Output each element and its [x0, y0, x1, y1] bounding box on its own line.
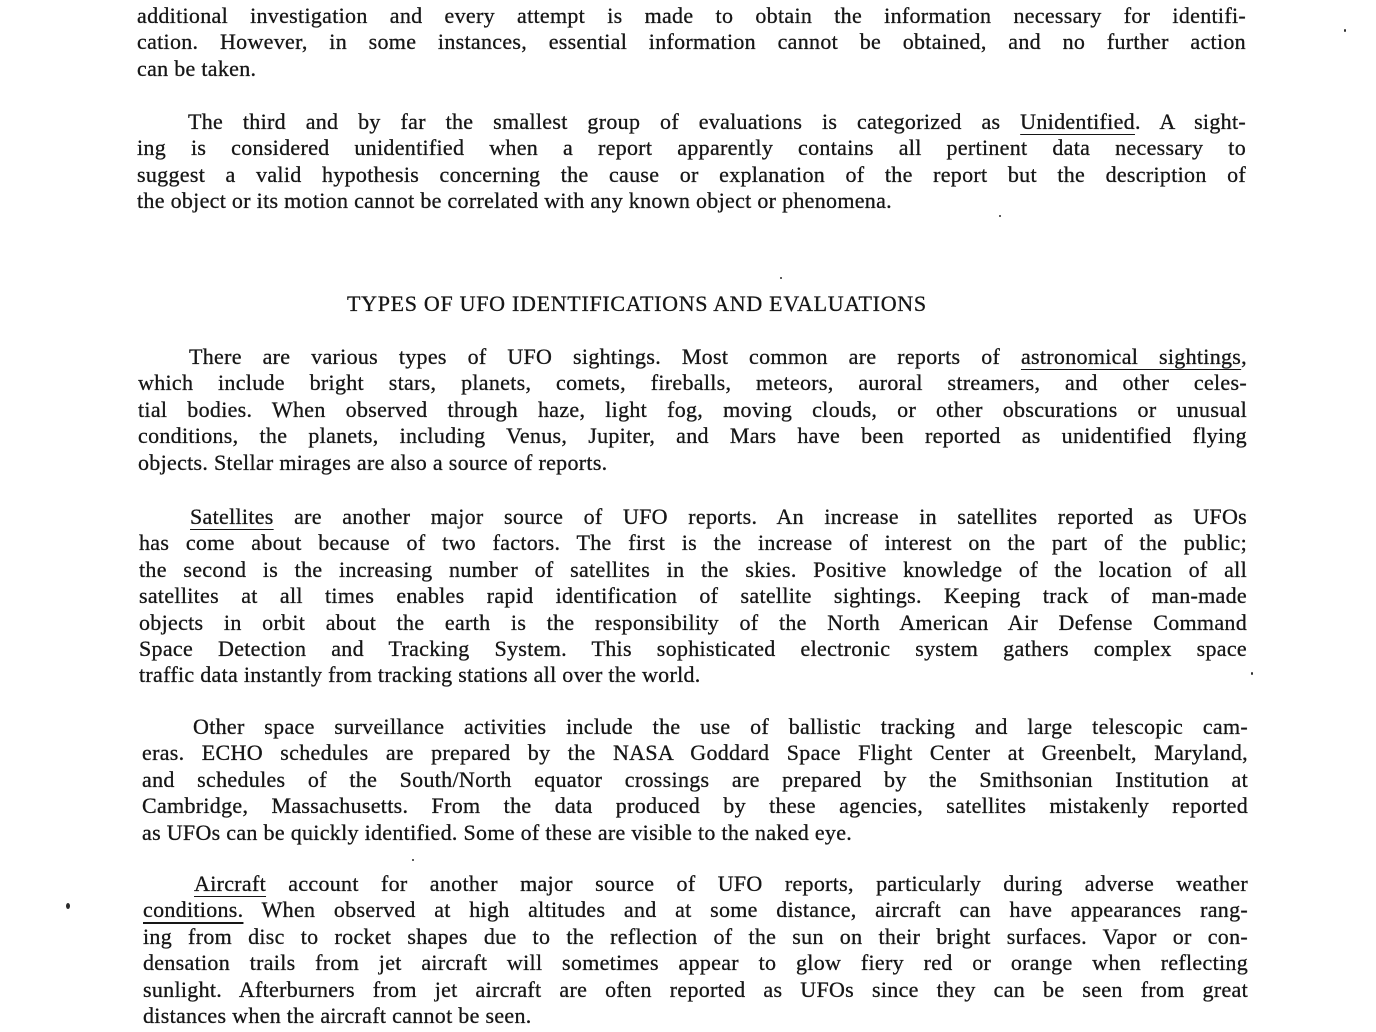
paragraph-investigation	[137, 3, 1246, 82]
scan-speck	[999, 215, 1001, 217]
text-run: sunlight. Afterburners from jet aircraft are often reported as UFOs since they can be seen from great	[143, 976, 1248, 1002]
text-run: additional investigation and every attempt is made to obtain the information necessary for identifi-	[137, 3, 1246, 28]
text-line	[139, 504, 1247, 530]
text-line	[137, 29, 1246, 55]
paragraph-space-surveillance	[142, 714, 1248, 846]
text-run: cation. However, in some instances, essential information cannot be obtained, and no further action	[137, 29, 1246, 55]
text-run: suggest a valid hypothesis concerning the cause or explanation of the report but the description of	[137, 161, 1246, 187]
text-line	[139, 557, 1247, 583]
text-run: Other space surveillance activities include the use of ballistic tracking and large telescopic cam-	[193, 714, 1248, 739]
text-line	[142, 740, 1248, 766]
text-line	[137, 162, 1246, 188]
text-line	[142, 820, 1248, 846]
text-line	[138, 450, 1247, 476]
text-line	[139, 662, 1247, 688]
underlined-term: Satellites	[190, 504, 274, 529]
scan-speck	[1251, 672, 1253, 675]
text-line	[139, 636, 1247, 662]
text-run: distances when the aircraft cannot be seen.	[143, 1002, 532, 1028]
text-line	[139, 583, 1247, 609]
text-run: as UFOs can be quickly identified. Some of these are visible to the naked eye.	[142, 819, 853, 845]
text-line	[138, 344, 1247, 370]
text-line	[143, 977, 1248, 1003]
paragraph-unidentified	[137, 109, 1246, 215]
text-run: traffic data instantly from tracking stations all over the world.	[139, 662, 701, 688]
text-line	[138, 370, 1247, 396]
text-run: When observed at high altitudes and at some distance, aircraft can have appearances rang-	[243, 897, 1248, 923]
text-line	[143, 924, 1248, 950]
paragraph-astronomical	[138, 344, 1247, 476]
text-run: account for another major source of UFO reports, particularly during adverse weather	[266, 871, 1248, 896]
text-line	[137, 56, 1246, 82]
text-run: tial bodies. When observed through haze, light fog, moving clouds, or other obscurations or unusual	[138, 396, 1247, 422]
section-heading: TYPES OF UFO IDENTIFICATIONS AND EVALUATIONS	[347, 291, 927, 316]
scan-speck	[412, 859, 414, 861]
text-line	[142, 714, 1248, 740]
text-line	[143, 1003, 1248, 1029]
paragraph-aircraft	[143, 871, 1248, 1029]
text-line	[137, 188, 1246, 214]
text-run: the second is the increasing number of satellites in the skies. Positive knowledge of the location of all	[139, 556, 1247, 582]
text-run: ing from disc to rocket shapes due to the reflection of the sun on their bright surfaces. Vapor or con-	[143, 923, 1248, 949]
text-run: has come about because of two factors. The first is the increase of interest on the part of the public;	[139, 530, 1247, 556]
text-run: can be taken.	[137, 55, 257, 81]
text-line	[142, 793, 1248, 819]
text-run: Cambridge, Massachusetts. From the data produced by these agencies, satellites mistakenly reported	[142, 793, 1248, 819]
underlined-term: conditions.	[143, 897, 244, 923]
text-run: Space Detection and Tracking System. This sophisticated electronic system gathers complex space	[139, 635, 1247, 661]
text-line	[139, 610, 1247, 636]
paragraph-satellites	[139, 504, 1247, 689]
text-line	[143, 871, 1248, 897]
scan-speck	[66, 903, 70, 909]
scan-speck	[780, 277, 782, 279]
text-run: eras. ECHO schedules are prepared by the NASA Goddard Space Flight Center at Greenbelt, Maryland,	[142, 740, 1248, 766]
text-line	[137, 135, 1246, 161]
text-run: objects in orbit about the earth is the responsibility of the North American Air Defense Command	[139, 609, 1247, 635]
text-run: ,	[1241, 344, 1247, 369]
text-run: which include bright stars, planets, comets, fireballs, meteors, auroral streamers, and other celes-	[138, 370, 1247, 396]
text-run: the object or its motion cannot be correlated with any known object or phenomena.	[137, 188, 892, 214]
text-line	[138, 423, 1247, 449]
text-line	[139, 530, 1247, 556]
text-run: . A sight-	[1134, 109, 1246, 134]
text-line	[142, 767, 1248, 793]
text-run: densation trails from jet aircraft will sometimes appear to glow fiery red or orange when reflecting	[143, 950, 1248, 976]
text-run: ing is considered unidentified when a report apparently contains all pertinent data necessary to	[137, 135, 1246, 161]
text-run: conditions, the planets, including Venus, Jupiter, and Mars have been reported as unidentified flying	[138, 423, 1247, 449]
scan-speck	[1344, 29, 1346, 32]
text-run: satellites at all times enables rapid identification of satellite sightings. Keeping track of man-made	[139, 583, 1247, 609]
text-run: objects. Stellar mirages are also a source of reports.	[138, 449, 608, 475]
text-run: and schedules of the South/North equator crossings are prepared by the Smithsonian Institution at	[142, 766, 1248, 792]
text-run: are another major source of UFO reports. An increase in satellites reported as UFOs	[273, 504, 1247, 529]
text-line	[137, 109, 1246, 135]
text-line	[143, 950, 1248, 976]
text-run: There are various types of UFO sightings. Most common are reports of	[189, 344, 1021, 369]
text-line	[143, 897, 1248, 923]
text-line	[137, 3, 1246, 29]
underlined-term: astronomical sightings	[1020, 344, 1242, 369]
text-run: The third and by far the smallest group of evaluations is categorized as	[188, 109, 1021, 134]
underlined-term: Unidentified	[1020, 109, 1135, 134]
text-line	[138, 397, 1247, 423]
underlined-term: Aircraft	[194, 871, 267, 896]
